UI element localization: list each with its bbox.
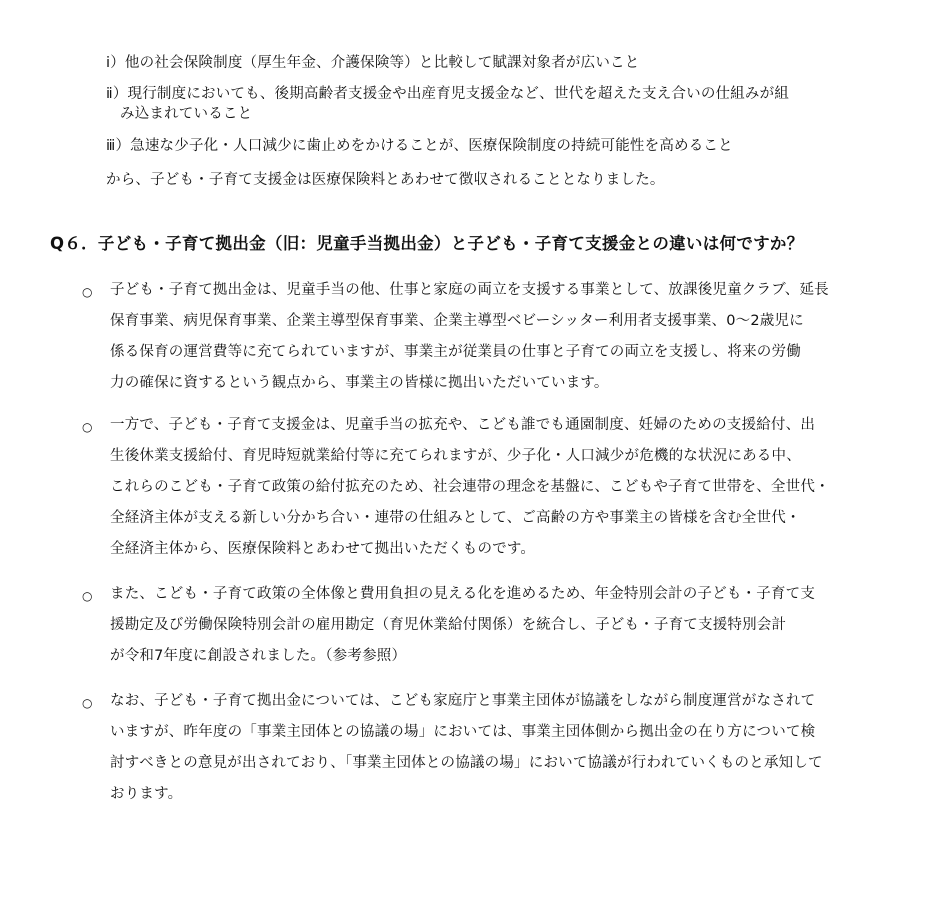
- paragraph-4-line-1: なお、子ども・子育て拠出金については、こども家庭庁と事業主団体が協議をしながら制度運営がなされて: [110, 693, 816, 709]
- bullet-icon: ○: [82, 589, 93, 603]
- intro-item-2-continued: み込まれていること: [120, 106, 253, 122]
- paragraph-2-line-3: これらのこども・子育て政策の給付拡充のため、社会連帯の理念を基盤に、こどもや子育て世帯を、全世代・: [110, 479, 830, 495]
- bullet-icon: ○: [82, 285, 93, 299]
- bullet-icon: ○: [82, 420, 93, 434]
- paragraph-3-line-2: 援勘定及び労働保険特別会計の雇用勘定（育児休業給付関係）を統合し、子ども・子育て支援特別会計: [110, 617, 787, 633]
- paragraph-2-line-4: 全経済主体が支える新しい分かち合い・連帯の仕組みとして、ご高齢の方や事業主の皆様を含む全世代・: [110, 510, 801, 526]
- bullet-icon: ○: [82, 696, 93, 710]
- paragraph-3-line-1: また、こども・子育て政策の全体像と費用負担の見える化を進めるため、年金特別会計の子ども・子育て支: [110, 586, 816, 602]
- intro-item-1: ⅰ）他の社会保険制度（厚生年金、介護保険等）と比較して賦課対象者が広いこと: [106, 55, 640, 71]
- paragraph-4-line-3: 討すべきとの意見が出されており、「事業主団体との協議の場」において協議が行われていくものと承知して: [110, 755, 823, 771]
- paragraph-1-line-2: 保育事業、病児保育事業、企業主導型保育事業、企業主導型ベビーシッター利用者支援事業、0～2歳児に: [110, 313, 804, 329]
- paragraph-4-line-4: おります。: [110, 786, 183, 802]
- intro-item-3: ⅲ）急速な少子化・人口減少に歯止めをかけることが、医療保険制度の持続可能性を高めること: [106, 138, 733, 154]
- paragraph-2-line-2: 生後休業支援給付、育児時短就業給付等に充てられますが、少子化・人口減少が危機的な状況にある中、: [110, 448, 801, 464]
- paragraph-2-line-5: 全経済主体から、医療保険料とあわせて拠出いただくものです。: [110, 541, 536, 557]
- paragraph-2-line-1: 一方で、子ども・子育て支援金は、児童手当の拡充や、こども誰でも通園制度、妊婦のための支援給付、出: [110, 417, 816, 433]
- paragraph-4-line-2: いますが、昨年度の「事業主団体との協議の場」においては、事業主団体側から拠出金の在り方について検: [110, 724, 816, 740]
- paragraph-1-line-4: 力の確保に資するという観点から、事業主の皆様に拠出いただいています。: [110, 375, 609, 391]
- paragraph-1-line-1: 子ども・子育て拠出金は、児童手当の他、仕事と家庭の両立を支援する事業として、放課後児童クラブ、延長: [110, 282, 829, 298]
- intro-item-2: ⅱ）現行制度においても、後期高齢者支援金や出産育児支援金など、世代を超えた支え合いの仕組みが組: [106, 86, 790, 102]
- paragraph-1-line-3: 係る保育の運営費等に充てられていますが、事業主が従業員の仕事と子育ての両立を支援し、将来の労働: [110, 344, 801, 360]
- question-heading: Q６．子ども・子育て拠出金（旧：児童手当拠出金）と子ども・子育て支援金との違いは何ですか？: [50, 234, 804, 253]
- intro-conclusion: から、子ども・子育て支援金は医療保険料とあわせて徴収されることとなりました。: [106, 172, 665, 188]
- paragraph-3-line-3: が令和7年度に創設されました。（参考参照）: [110, 648, 407, 664]
